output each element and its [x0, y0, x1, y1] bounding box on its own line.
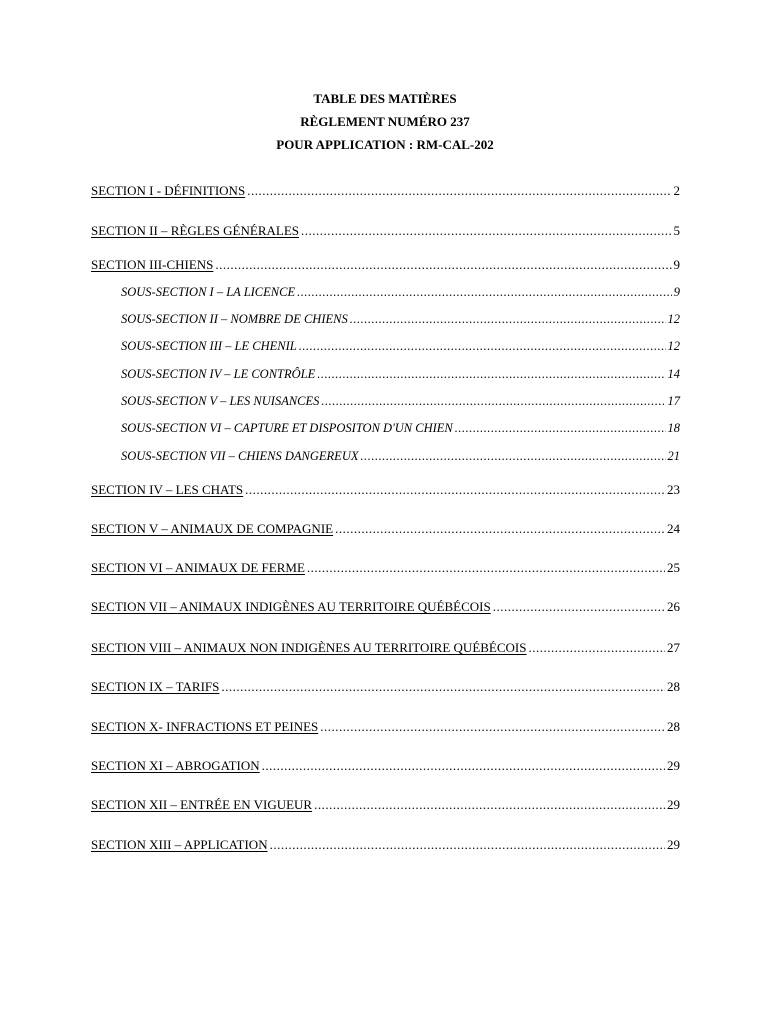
toc-entry-label[interactable]: SOUS-SECTION VII – CHIENS DANGEREUX — [121, 449, 359, 463]
dot-leader — [221, 679, 665, 695]
toc-entry-label[interactable]: SECTION III-CHIENS — [91, 257, 214, 272]
toc-entry[interactable] — [91, 797, 680, 813]
dot-leader — [317, 366, 665, 382]
toc-entry-label[interactable]: SECTION IX – TARIFS — [91, 679, 220, 694]
toc-entry-label[interactable]: SOUS-SECTION I – LA LICENCE — [121, 285, 296, 299]
dot-leader — [320, 719, 665, 735]
toc-subentry[interactable] — [121, 448, 680, 464]
toc-entry[interactable] — [91, 482, 680, 498]
toc-entry-label[interactable]: SECTION IV – LES CHATS — [91, 482, 244, 497]
toc-title: TABLE DES MATIÈRES — [313, 91, 457, 106]
toc-entry-page: 29 — [667, 758, 680, 773]
toc-entry[interactable] — [91, 560, 680, 576]
toc-entry-label[interactable]: SECTION II – RÈGLES GÉNÉRALES — [91, 223, 299, 238]
toc-entry-label[interactable]: SECTION I - DÉFINITIONS — [91, 183, 246, 198]
dot-leader — [455, 420, 666, 436]
toc-entry-page: 5 — [673, 223, 680, 238]
dot-leader — [297, 284, 672, 300]
toc-entry-page: 12 — [667, 339, 680, 353]
toc-entry-page: 26 — [667, 599, 680, 614]
toc-subentry[interactable] — [121, 393, 680, 409]
toc-entry-page: 28 — [667, 719, 680, 734]
dot-leader — [493, 599, 665, 615]
toc-entry-label[interactable]: SECTION V – ANIMAUX DE COMPAGNIE — [91, 521, 334, 536]
toc-entry-label[interactable]: SOUS-SECTION VI – CAPTURE ET DISPOSITON D'UN CHIEN — [121, 421, 453, 435]
toc-entry[interactable] — [91, 679, 680, 695]
dot-leader — [301, 223, 672, 239]
toc-entry-label[interactable]: SOUS-SECTION IV – LE CONTRÔLE — [121, 367, 316, 381]
toc-entry-page: 12 — [667, 312, 680, 326]
toc-subentry[interactable] — [121, 338, 680, 354]
toc-entry[interactable] — [91, 223, 680, 239]
toc-entry[interactable] — [91, 183, 680, 199]
dot-leader — [350, 311, 666, 327]
toc-subentry[interactable] — [121, 284, 680, 300]
dot-leader — [360, 448, 665, 464]
toc-entry[interactable] — [91, 837, 680, 853]
toc-entry-label[interactable]: SOUS-SECTION III – LE CHENIL — [121, 339, 297, 353]
toc-entry-page: 24 — [667, 521, 680, 536]
toc-entry-label[interactable]: SECTION VI – ANIMAUX DE FERME — [91, 560, 305, 575]
toc-entry[interactable] — [91, 719, 680, 735]
dot-leader — [270, 837, 665, 853]
toc-entry-page: 2 — [673, 183, 680, 198]
toc-entry-label[interactable]: SECTION VIII – ANIMAUX NON INDIGÈNES AU TERRITOIRE QUÉBÉCOIS — [91, 640, 527, 655]
toc-entry-page: 9 — [673, 285, 680, 299]
toc-entry-page: 9 — [673, 257, 680, 272]
dot-leader — [262, 758, 665, 774]
toc-entry-page: 25 — [667, 560, 680, 575]
application-reference: POUR APPLICATION : RM-CAL-202 — [276, 137, 494, 152]
toc-entry-label[interactable]: SOUS-SECTION V – LES NUISANCES — [121, 394, 320, 408]
toc-entry[interactable] — [91, 640, 680, 656]
toc-subentry[interactable] — [121, 311, 680, 327]
dot-leader — [529, 640, 666, 656]
dot-leader — [307, 560, 665, 576]
toc-subentry[interactable] — [121, 366, 680, 382]
dot-leader — [215, 257, 671, 273]
toc-entry[interactable] — [91, 599, 680, 615]
toc-entry-page: 29 — [667, 797, 680, 812]
toc-entry-label[interactable]: SECTION XIII – APPLICATION — [91, 837, 268, 852]
toc-entry-page: 28 — [667, 679, 680, 694]
toc-entry[interactable] — [91, 257, 680, 273]
toc-entry-page: 27 — [667, 640, 680, 655]
toc-entry[interactable] — [91, 758, 680, 774]
toc-entry-label[interactable]: SECTION X- INFRACTIONS ET PEINES — [91, 719, 319, 734]
toc-entry-label[interactable]: SECTION VII – ANIMAUX INDIGÈNES AU TERRITOIRE QUÉBÉCOIS — [91, 599, 491, 614]
toc-entry-page: 29 — [667, 837, 680, 852]
dot-leader — [299, 338, 666, 354]
dot-leader — [314, 797, 665, 813]
dot-leader — [247, 183, 671, 199]
toc-entry-label[interactable]: SECTION XI – ABROGATION — [91, 758, 260, 773]
toc-entry-page: 14 — [667, 367, 680, 381]
toc-entry-page: 23 — [667, 482, 680, 497]
regulation-number: RÈGLEMENT NUMÉRO 237 — [300, 114, 470, 129]
dot-leader — [245, 482, 665, 498]
toc-entry-label[interactable]: SECTION XII – ENTRÉE EN VIGUEUR — [91, 797, 313, 812]
dot-leader — [335, 521, 665, 537]
toc-entry-label[interactable]: SOUS-SECTION II – NOMBRE DE CHIENS — [121, 312, 348, 326]
toc-entry[interactable] — [91, 521, 680, 537]
toc-entry-page: 17 — [667, 394, 680, 408]
toc-entry-page: 18 — [667, 421, 680, 435]
toc-entry-page: 21 — [667, 449, 680, 463]
dot-leader — [321, 393, 665, 409]
toc-subentry[interactable] — [121, 420, 680, 436]
